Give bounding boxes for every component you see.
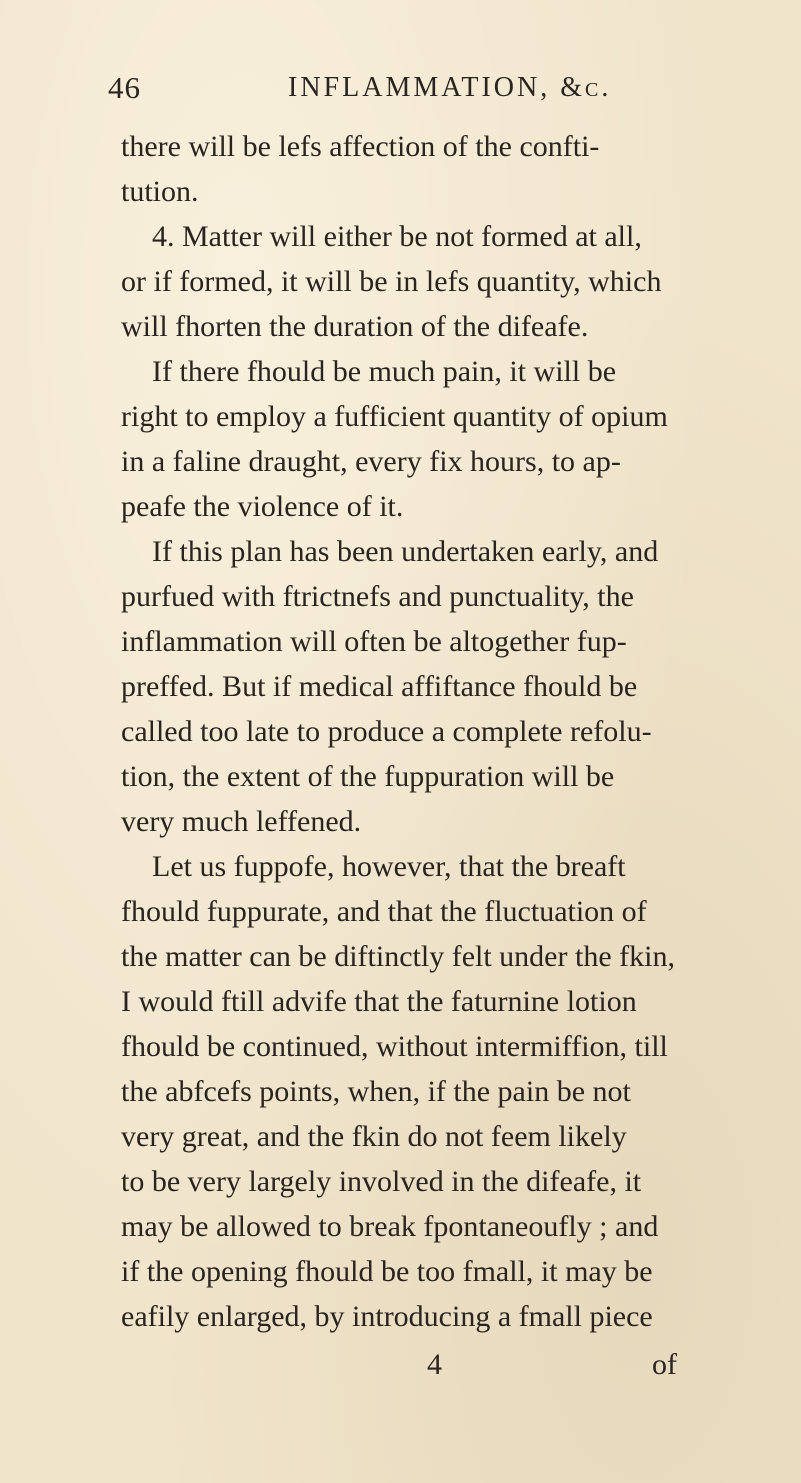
text-line: eafily enlarged, by introducing a fmall piece [121,1300,653,1333]
text-line: If there fhould be much pain, it will be [152,355,617,388]
text-line: to be very largely involved in the difeafe, it [121,1165,642,1198]
text-line: peafe the violence of it. [121,490,404,523]
text-line: tution. [121,175,199,208]
running-head: INFLAMMATION, &c. [288,72,612,103]
text-line: preffed. But if medical affiftance fhould be [121,670,638,703]
text-line: very great, and the fkin do not feem likely [121,1120,627,1153]
text-line: in a faline draught, every fix hours, to ap- [121,445,621,478]
text-line: 4. Matter will either be not formed at all, [152,220,642,253]
page-footer [0,1348,801,1388]
text-line: the matter can be diftinctly felt under the fkin, [121,940,675,973]
text-line: there will be lefs affection of the confti- [121,130,600,163]
text-line: will fhorten the duration of the difeafe. [121,310,589,343]
text-line: purfued with ftrictnefs and punctuality, the [121,580,634,613]
text-line: fhould fuppurate, and that the fluctuation of [121,895,647,928]
text-line: if the opening fhould be too fmall, it may be [121,1255,653,1288]
text-line: fhould be continued, without intermiffion, till [121,1030,668,1063]
catchword: of [652,1348,677,1381]
text-line: may be allowed to break fpontaneoufly ; and [121,1210,659,1243]
page-number: 46 [108,70,141,105]
signature-mark: 4 [427,1348,442,1381]
text-line: right to employ a fufficient quantity of opium [121,400,668,433]
text-line: I would ftill advife that the faturnine lotion [121,985,637,1018]
text-line: the abfcefs points, when, if the pain be not [121,1075,631,1108]
text-line: very much leffened. [121,805,362,838]
page-header [108,70,718,114]
text-line: If this plan has been undertaken early, and [152,535,659,568]
text-line: called too late to produce a complete refolu- [121,715,652,748]
text-line: tion, the extent of the fuppuration will be [121,760,615,793]
text-line: Let us fuppofe, however, that the breaft [152,850,626,883]
text-line: or if formed, it will be in lefs quantity, which [121,265,662,298]
text-line: inflammation will often be altogether fup- [121,625,627,658]
